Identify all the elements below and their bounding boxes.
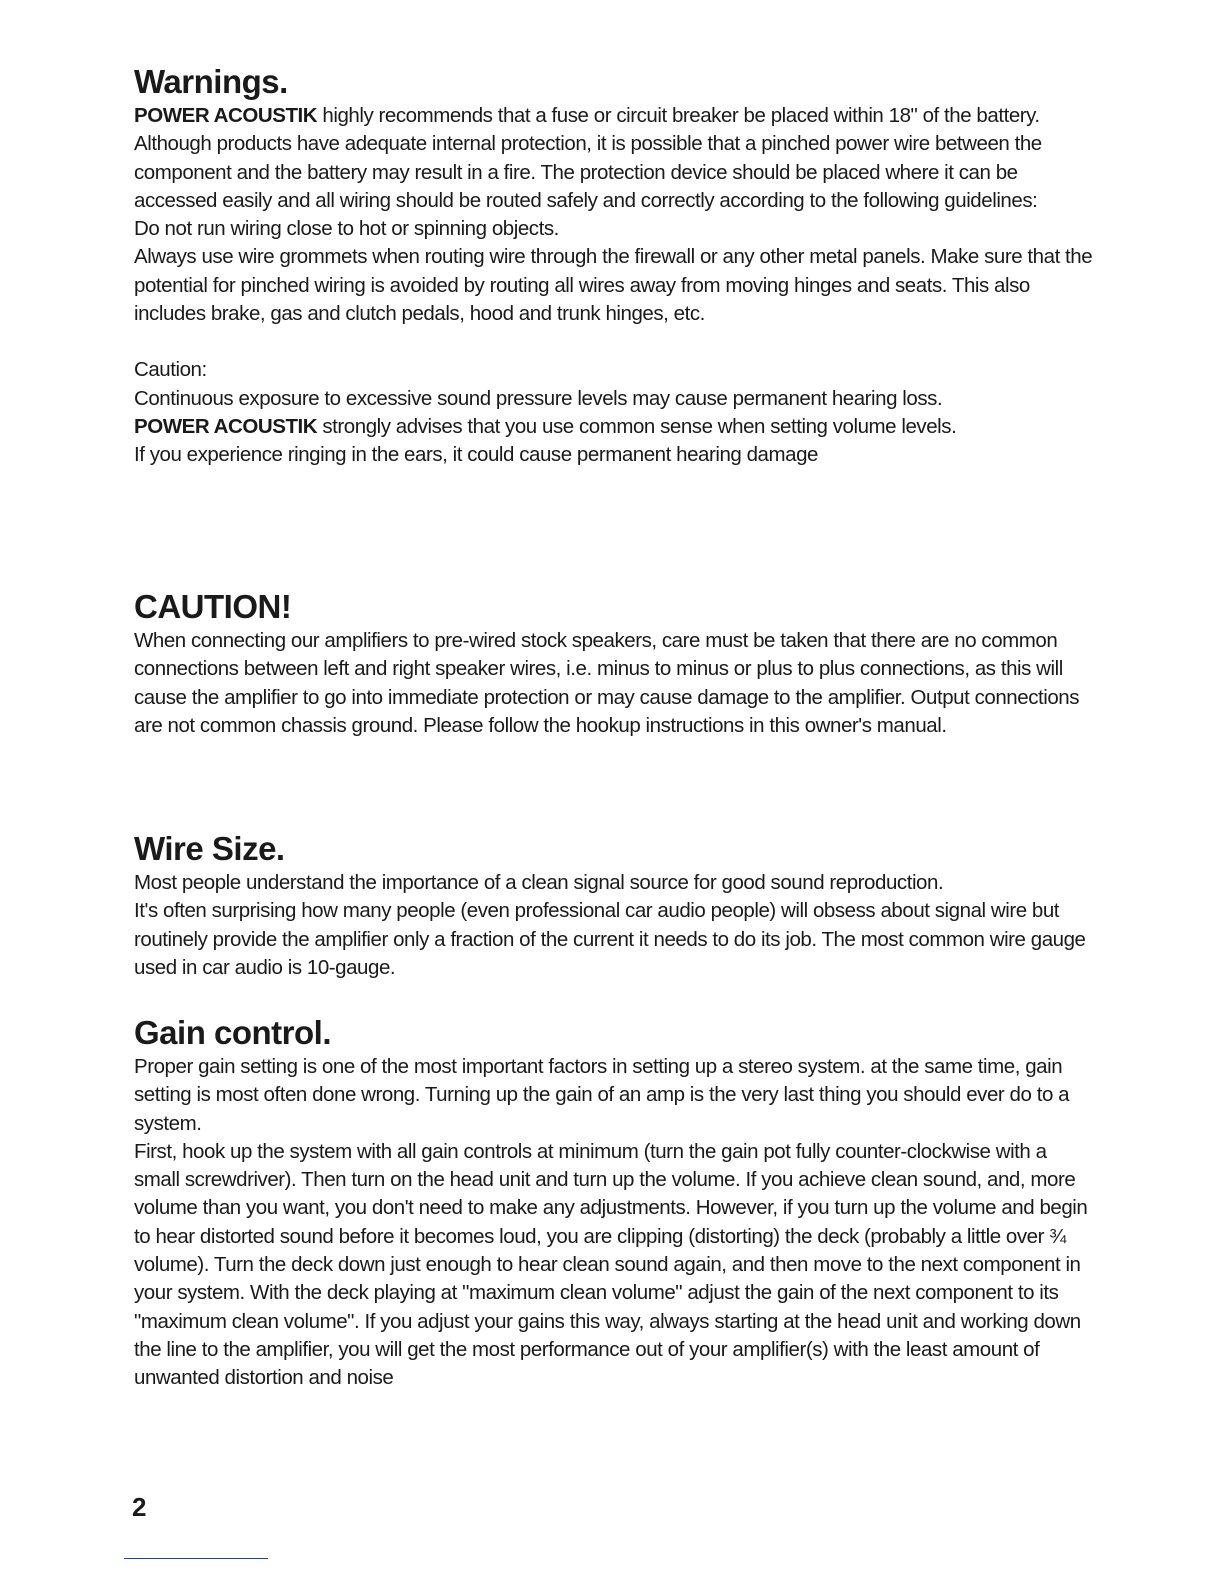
wire-size-body: It's often surprising how many people (even professional car audio people) will obsess about signal wire but routinely provide the amplifier only a fraction of the current it needs to do its job. The most common wire gauge used in car audio is 10-gauge. bbox=[134, 899, 1086, 979]
caution-heading: CAUTION! bbox=[134, 588, 292, 625]
brand-name: POWER ACOUSTIK bbox=[134, 104, 318, 127]
fuse-recommendation bbox=[134, 102, 1094, 130]
wire-size-intro: Most people understand the importance of a clean signal source for good sound reproduction. bbox=[134, 871, 944, 894]
gain-control-intro: Proper gain setting is one of the most important factors in setting up a stereo system. at the same time, gain setting is most often done wrong. Turning up the gain of an amp is the very last thing you should ever do to a system. bbox=[134, 1055, 1070, 1135]
volume-advice bbox=[134, 413, 1094, 441]
gain-control-steps: First, hook up the system with all gain controls at minimum (turn the gain pot fully counter-clockwise with a small screwdriver). Then turn on the head unit and turn up the volume. If you achieve clean sound, and, more volume than you want, you don't need to make any adjustments. However, if you turn up the volume and begin to hear distorted sound before it becomes loud, you are clipping (distorting) the deck (probably a little over ¾ volume). Turn the deck down just enough to hear clean sound again, and then move to the next component in your system. With the deck playing at "maximum clean volume" adjust the gain of the next component to its "maximum clean volume". If you adjust your gains this way, always starting at the head unit and working down the line to the amplifier, you will get the most performance out of your amplifier(s) with the least amount of unwanted distortion and noise bbox=[134, 1139, 1088, 1390]
warnings-section bbox=[134, 62, 1094, 470]
page-number: 2 bbox=[132, 1492, 147, 1522]
wire-size-heading: Wire Size. bbox=[134, 830, 285, 867]
exposure-warning: Continuous exposure to excessive sound pressure levels may cause permanent hearing loss. bbox=[134, 386, 943, 410]
caution-section bbox=[134, 587, 1094, 740]
brand-name: POWER ACOUSTIK bbox=[134, 414, 318, 438]
volume-advice-text: strongly advises that you use common sense when setting volume levels. bbox=[317, 414, 957, 438]
gain-control-heading: Gain control. bbox=[134, 1014, 332, 1051]
warnings-heading: Warnings. bbox=[134, 63, 288, 100]
wire-size-section bbox=[134, 829, 1094, 982]
grommets-guideline: Always use wire grommets when routing wire through the firewall or any other metal panels. Make sure that the potential for pinched wiring is avoided by routing all wires away from moving hinges and seats. This also includes brake, gas and clutch pedals, hood and trunk hinges, etc. bbox=[134, 245, 1093, 326]
caution-label: Caution: bbox=[134, 358, 207, 382]
gain-control-section bbox=[134, 1013, 1094, 1393]
footer-rule bbox=[124, 1558, 268, 1559]
fuse-recommendation-text: highly recommends that a fuse or circuit breaker be placed within 18" of the battery. bbox=[317, 104, 1040, 127]
caution-body: When connecting our amplifiers to pre-wired stock speakers, care must be taken that there are no common connections between left and right speaker wires, i.e. minus to minus or plus to plus connections, as this will cause the amplifier to go into immediate protection or may cause damage to the amplifier. Output connections are not common chassis ground. Please follow the hookup instructions in this owner's manual. bbox=[134, 629, 1080, 737]
protection-paragraph: Although products have adequate internal protection, it is possible that a pinched power wire between the component and the battery may result in a fire. The protection device should be placed where it can be accessed easily and all wiring should be routed safely and correctly according to the following guidelines: bbox=[134, 132, 1042, 212]
hot-objects-guideline: Do not run wiring close to hot or spinning objects. bbox=[134, 217, 559, 241]
ringing-warning: If you experience ringing in the ears, it could cause permanent hearing damage bbox=[134, 443, 818, 467]
